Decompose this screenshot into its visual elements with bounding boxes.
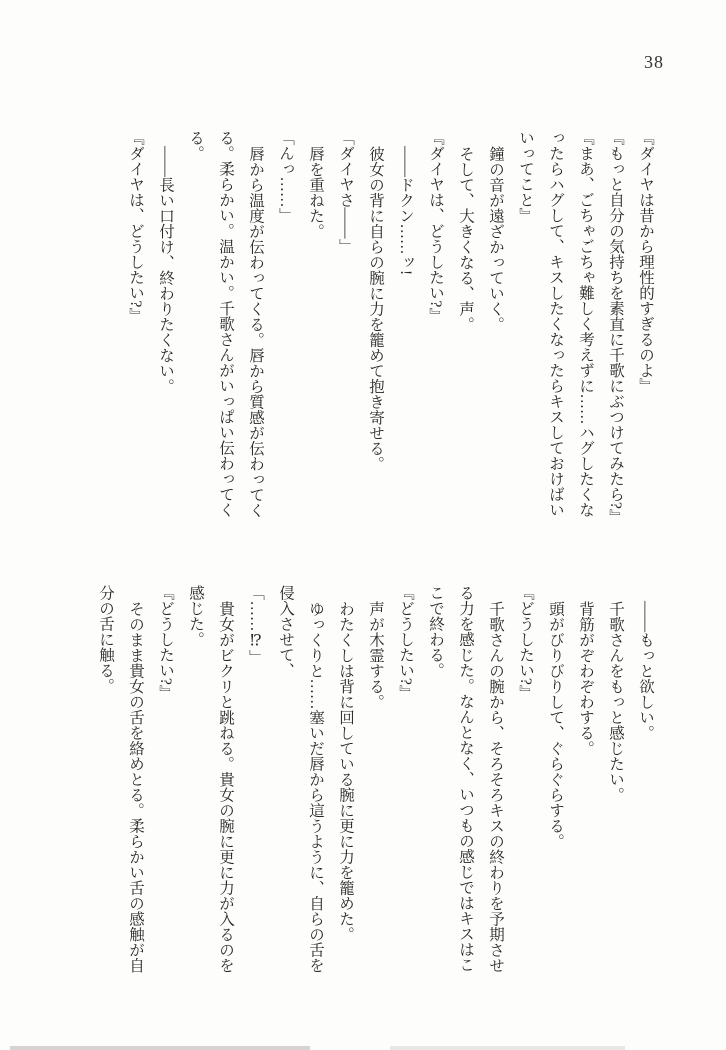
narration-line: 千歌さんの腕から、そろそろキスの終わりを予期させる力を感じた。なんとなく、いつもの感じではキスはここで終わる。	[427, 585, 504, 973]
narration-line: 鐘の音が遠ざかっていく。	[487, 145, 504, 332]
narration-line: そして、大きくなる、声。	[457, 145, 474, 332]
narration-line: ゆっくりと……塞いだ唇から這うように、自らの舌を侵入させて、	[277, 585, 324, 973]
narration-line: 背筋がぞわぞわする。	[577, 600, 594, 756]
dialogue-line: 「んっ……」	[277, 130, 294, 223]
scan-edge-artifact	[390, 1046, 625, 1050]
narration-line: 彼女の背に自らの腕に力を籠めて抱き寄せる。	[367, 145, 384, 471]
dialogue-line: 『どうしたい?』	[157, 585, 174, 701]
dialogue-line: 『ダイヤは昔から理性的すぎるのよ』	[637, 130, 654, 394]
dialogue-line: 『まあ、ごちゃごちゃ難しく考えずに……ハグしたくなったらハグして、キスしたくなったらキスしておけばいいってこと』	[517, 130, 594, 518]
upper-text-block	[120, 130, 660, 525]
dialogue-line: 『ダイヤは、どうしたい?』	[427, 130, 444, 323]
narration-line: ――ドクン……ッ!	[397, 145, 414, 275]
narration-line: わたくしは背に回している腕に更に力を籠めた。	[337, 600, 354, 942]
dialogue-line: 『どうしたい?』	[397, 585, 414, 701]
page-number: 38	[644, 52, 664, 72]
narration-line: 貴女がビクリと跳ねる。貴女の腕に更に力が入るのを感じた。	[187, 585, 234, 973]
narration-line: 唇から温度が伝わってくる。唇から質感が伝わってくる。柔らかい。温かい。千歌さんがいっぱい伝わってくる。	[187, 130, 264, 518]
narration-line: 唇を重ねた。	[307, 145, 324, 239]
narration-line: 千歌さんをもっと感じたい。	[607, 600, 624, 802]
narration-line: 声が木霊する。	[367, 600, 384, 709]
dialogue-line: 『どうしたい?』	[517, 585, 534, 701]
scan-edge-artifact	[10, 1046, 310, 1050]
dialogue-line: 『もっと自分の気持ちを素直に千歌にぶつけてみたら?』	[607, 130, 624, 525]
dialogue-line: 「……⁉」	[247, 585, 264, 665]
lower-text-block	[90, 585, 660, 975]
narration-line: ――長い口付け、終わりたくない。	[157, 145, 174, 394]
narration-line: 頭がびりびりして、ぐらぐらする。	[547, 600, 564, 849]
narration-line: ――もっと欲しい。	[637, 600, 654, 740]
dialogue-line: 「ダイヤさ――」	[337, 130, 354, 254]
narration-line: そのまま貴女の舌を絡めとる。柔らかい舌の感触が自分の舌に触る。	[97, 585, 144, 973]
dialogue-line: 『ダイヤは、どうしたい?』	[127, 130, 144, 323]
